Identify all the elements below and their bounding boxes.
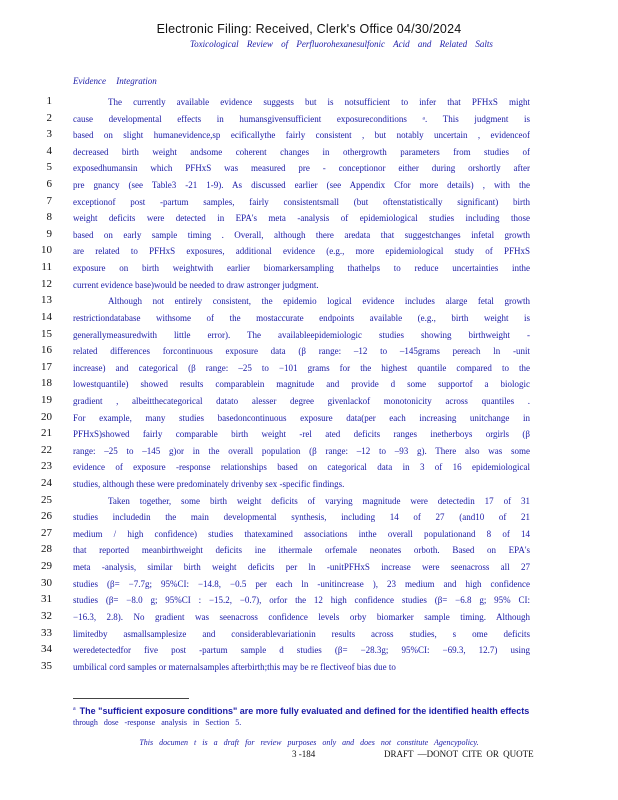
line-text: −16.3, 2.8). No gradient was seenacross confidence levels orby biomarker sample timing. Although xyxy=(73,611,530,622)
text-line xyxy=(0,327,618,344)
text-line xyxy=(0,360,618,377)
text-line xyxy=(0,177,618,194)
text-line xyxy=(0,343,618,360)
line-number: 6 xyxy=(46,178,52,191)
line-text: meta -analysis, similar birth weight deficits per ln -unitPFHxS increase were seenacross all 27 xyxy=(73,562,530,573)
line-text: studies (β= −7.7g; 95%CI: −14.8, −0.5 per each ln -unitincrease ), 23 medium and high confidence xyxy=(73,578,530,589)
line-number: 4 xyxy=(46,144,52,157)
text-line xyxy=(0,642,618,659)
line-number: 30 xyxy=(41,576,52,589)
text-line xyxy=(0,243,618,260)
section-heading: Evidence Integration xyxy=(73,76,157,86)
text-line xyxy=(0,626,618,643)
line-text: related differences forcontinuous exposure data (β range: –12 to –145grams pereach ln -unit xyxy=(73,346,530,357)
line-text: range: –25 to –145 g)or in the overall population (β range: –12 to –93 g). There also was some xyxy=(73,445,530,456)
text-line xyxy=(0,443,618,460)
line-text: pre gnancy (see Table3 -21 1-9). As discussed earlier (see Appendix Cfor more details) , with the xyxy=(73,180,530,191)
filing-header: Electronic Filing: Received, Clerk's Office 04/30/2024 xyxy=(156,22,462,36)
line-number: 21 xyxy=(41,427,52,440)
line-text: cause developmental effects in humansgivensufficient exposureconditions ᵃ. This judgment is xyxy=(73,113,530,124)
line-text: based on slight humanevidence,sp ecificallythe fairly consistent , but notably uncertain , evidenceof xyxy=(73,130,530,141)
line-text: that reported meanbirthweight deficits ine ithermale orfemale neonates orboth. Based on EPA's xyxy=(73,545,530,556)
line-text: limitedby asmallsamplesize and considerablevariationin results across studies, s ome deficits xyxy=(73,628,530,639)
line-number: 20 xyxy=(41,410,52,423)
text-line xyxy=(0,260,618,277)
line-text: weredetectedfor five post -partum sample d studies (β= −28.3g; 95%CI: −69.3, 12.7) using xyxy=(73,645,530,656)
line-text: generallymeasuredwith little error). The availableepidemiologic studies showing birthweight - xyxy=(73,329,530,340)
line-text: studies includedin the main developmental synthesis, including 14 of 27 (and10 of 21 xyxy=(73,512,530,523)
footnote xyxy=(73,703,533,729)
line-number: 5 xyxy=(46,161,52,174)
line-number: 24 xyxy=(41,477,52,490)
line-text: medium / high confidence) studies thatexamined associations inthe overall populationand 8 of 14 xyxy=(73,528,530,539)
text-line xyxy=(0,459,618,476)
line-number: 28 xyxy=(41,543,52,556)
line-number: 29 xyxy=(41,560,52,573)
text-line xyxy=(0,509,618,526)
draft-disclaimer: This documen t is a draft for review purposes only and does not constitute Agencypolicy. xyxy=(139,738,479,747)
line-number: 33 xyxy=(41,626,52,639)
line-number: 22 xyxy=(41,443,52,456)
text-line xyxy=(0,393,618,410)
line-number: 17 xyxy=(41,360,52,373)
line-text: studies (β= −8.0 g; 95%CI : −15.2, −0.7), orfor the 12 high confidence studies (β= −6.8 g; 95% CI: xyxy=(73,595,530,606)
text-line xyxy=(0,493,618,510)
line-text: PFHxS)showed fairly comparable birth weight -rel ated deficits ranges inetherboys orgirls (β xyxy=(73,429,530,440)
line-number: 35 xyxy=(41,659,52,672)
line-text: increase) and categorical (β range: –25 to −101 grams for the highest quantile compared to the xyxy=(73,362,530,373)
line-number: 31 xyxy=(41,593,52,606)
line-number: 2 xyxy=(46,111,52,124)
line-number: 7 xyxy=(46,194,52,207)
text-line xyxy=(0,659,618,676)
line-number: 13 xyxy=(41,294,52,307)
line-number: 14 xyxy=(41,310,52,323)
line-number: 16 xyxy=(41,344,52,357)
line-number: 12 xyxy=(41,277,52,290)
text-line xyxy=(0,559,618,576)
running-title: Toxicological Review of Perfluorohexanesulfonic Acid and Related Salts xyxy=(190,39,493,49)
text-line xyxy=(0,410,618,427)
line-number: 19 xyxy=(41,393,52,406)
line-text: gradient , albeitthecategorical datato alesser degree givenlackof monotonicity across quantiles . xyxy=(73,395,530,406)
line-text: umbilical cord samples or maternalsamples afterbirth;this may be re flectiveof bias due to xyxy=(73,661,396,672)
text-line xyxy=(0,576,618,593)
footnote-line-2: through dose -response analysis in Section 5. xyxy=(73,718,242,727)
text-line xyxy=(0,376,618,393)
text-line xyxy=(0,227,618,244)
text-line xyxy=(0,592,618,609)
text-line xyxy=(0,609,618,626)
line-number: 32 xyxy=(41,609,52,622)
text-line xyxy=(0,476,618,493)
text-line xyxy=(0,426,618,443)
line-text: current evidence base)would be needed to draw astronger judgment. xyxy=(73,279,319,290)
line-text: weight deficits were detected in EPA's meta -analysis of epidemiological studies including those xyxy=(73,213,530,224)
footnote-line-1: The "sufficient exposure conditions" are more fully evaluated and defined for the identified health effects xyxy=(79,706,530,716)
text-line xyxy=(0,144,618,161)
line-text: exposure on birth weightwith earlier biomarkersampling thathelps to reduce uncertainties inthe xyxy=(73,263,530,274)
text-line xyxy=(0,542,618,559)
line-number: 8 xyxy=(46,211,52,224)
line-text: For example, many studies basedoncontinuous exposure data(per each increasing unitchange in xyxy=(73,412,530,423)
line-number: 23 xyxy=(41,460,52,473)
footnote-marker: a xyxy=(73,706,76,712)
text-line xyxy=(0,94,618,111)
line-text: exposedhumansin which PFHxS was measured pre - conceptionor either during orshortly after xyxy=(73,163,530,174)
line-number: 10 xyxy=(41,244,52,257)
page-number: 3 -184 xyxy=(292,749,316,759)
line-text: decreased birth weight andsome coherent changes in othergrowth parameters from studies of xyxy=(73,146,530,157)
line-number: 27 xyxy=(41,526,52,539)
line-text: Although not entirely consistent, the epidemio logical evidence includes alarge fetal growth xyxy=(108,296,530,307)
text-line xyxy=(0,160,618,177)
text-line xyxy=(0,310,618,327)
line-number: 25 xyxy=(41,493,52,506)
line-number: 15 xyxy=(41,327,52,340)
line-number: 26 xyxy=(41,510,52,523)
text-line xyxy=(0,293,618,310)
text-line xyxy=(0,526,618,543)
text-line xyxy=(0,277,618,294)
line-text: lowestquantile) showed results comparablein magnitude and provide d some supportof a biologic xyxy=(73,379,530,390)
line-number: 11 xyxy=(41,261,52,274)
footnote-divider xyxy=(73,698,189,699)
line-text: studies, although these were predominately drivenby sex -specific findings. xyxy=(73,479,345,490)
line-number: 3 xyxy=(46,128,52,141)
line-text: are related to PFHxS exposures, additional evidence (e.g., more epidemiological study of PFHxS xyxy=(73,246,530,257)
line-text: evidence of exposure -response relationships based on categorical data in 3 of 16 epidemiological xyxy=(73,462,530,473)
line-text: exceptionof post -partum samples, fairly consistentsmall (but oftenstatistically significant) birth xyxy=(73,196,530,207)
text-line xyxy=(0,127,618,144)
draft-notice: DRAFT —DONOT CITE OR QUOTE xyxy=(384,749,534,759)
line-number: 18 xyxy=(41,377,52,390)
text-line xyxy=(0,111,618,128)
text-line xyxy=(0,210,618,227)
line-number: 9 xyxy=(46,227,52,240)
text-line xyxy=(0,194,618,211)
line-text: based on early sample timing . Overall, although there aredata that suggestchanges infetal growth xyxy=(73,229,530,240)
line-text: The currently available evidence suggests but is notsufficient to infer that PFHxS might xyxy=(108,97,530,107)
line-text: Taken together, some birth weight deficits of varying magnitude were detectedin 17 of 31 xyxy=(108,495,530,506)
line-number: 34 xyxy=(41,643,52,656)
line-number: 1 xyxy=(46,95,52,107)
numbered-body-text xyxy=(0,94,618,675)
line-text: restrictiondatabase withsome of the mostaccurate endpoints available (e.g., birth weight is xyxy=(73,312,530,323)
